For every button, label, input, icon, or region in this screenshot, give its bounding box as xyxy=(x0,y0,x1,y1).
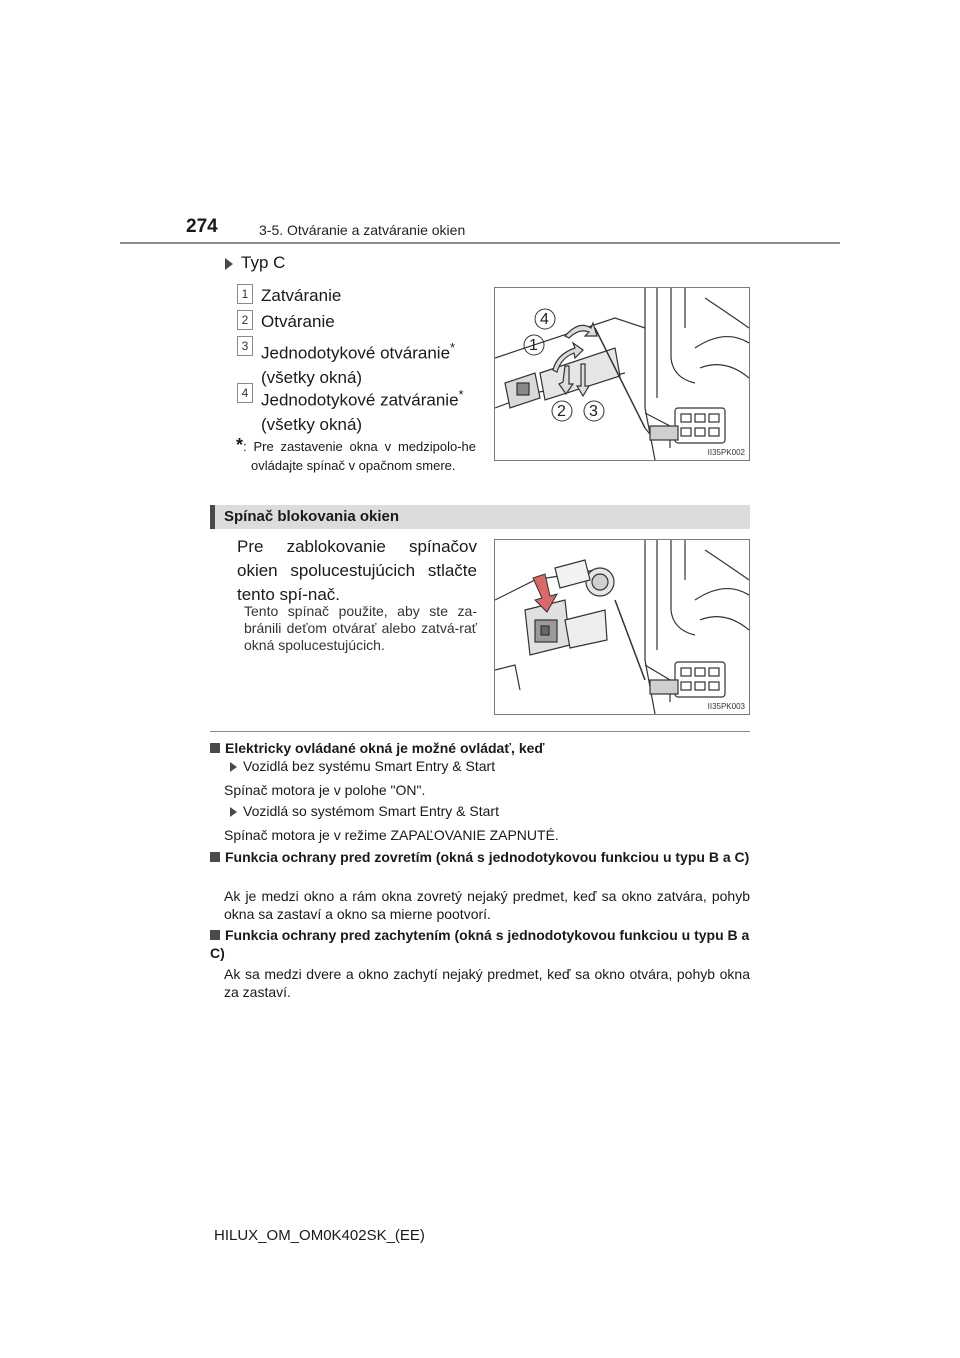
page-number: 274 xyxy=(186,216,218,237)
info-heading xyxy=(210,848,750,866)
square-bullet-icon xyxy=(210,852,220,862)
sub-item-label: Vozidlá so systémom Smart Entry & Start xyxy=(243,803,499,819)
band-accent xyxy=(210,505,215,529)
info-heading xyxy=(210,739,750,757)
sub-item-label: Vozidlá bez systému Smart Entry & Start xyxy=(243,758,496,774)
section-title: 3-5. Otváranie a zatváranie okien xyxy=(259,222,466,238)
sub-item-text: Spínač motora je v režime ZAPAĽOVANIE ZAPNUTÉ. xyxy=(224,827,559,843)
figure-code: II35PK003 xyxy=(707,702,745,711)
lock-switch-drawing xyxy=(495,540,749,714)
info-body: Ak sa medzi dvere a okno zachytí nejaký predmet, keď sa okno otvára, pohyb okna za zastaví. xyxy=(224,966,750,1000)
triangle-bullet-icon xyxy=(230,762,237,772)
item-text xyxy=(261,383,464,437)
item-label-secondary: (všetky okná) xyxy=(261,414,363,434)
type-label-text: Typ C xyxy=(241,253,286,272)
footnote-text: : Pre zastavenie okna v medzipolo-he ovládajte spínač v opačnom smere. xyxy=(243,439,476,473)
triangle-bullet-icon xyxy=(230,807,237,817)
footnote xyxy=(236,436,476,475)
square-bullet-icon xyxy=(210,930,220,940)
section-band xyxy=(210,505,750,529)
header-rule xyxy=(120,242,840,244)
callout-2: 2 xyxy=(557,403,566,420)
sub-item xyxy=(230,758,495,774)
lock-note: Tento spínač použite, aby ste za-bránili deťom otvárať alebo zatvá-rať okná spolucestujúcich. xyxy=(244,603,477,653)
section-divider xyxy=(210,731,750,732)
figure-code: II35PK002 xyxy=(707,448,745,457)
type-label xyxy=(225,253,285,273)
footer-code: HILUX_OM_OM0K402SK_(EE) xyxy=(214,1227,425,1244)
item-label: Jednodotykové zatváranie xyxy=(261,390,459,410)
window-switch-drawing xyxy=(495,288,749,460)
item-label: Zatváranie xyxy=(261,286,342,305)
sub-item xyxy=(230,803,499,819)
callout-1: 1 xyxy=(529,337,538,354)
number-box: 4 xyxy=(237,383,253,403)
item-label: Otváranie xyxy=(261,312,335,331)
info-heading xyxy=(210,926,750,962)
asterisk-mark: * xyxy=(450,340,456,355)
lock-switch-illustration xyxy=(494,539,750,715)
lock-body: Pre zablokovanie spínačov okien spolucestujúcich stlačte tento spí-nač. xyxy=(237,537,477,604)
info-heading-text: Funkcia ochrany pred zovretím (okná s jednodotykovou funkciou u typu B a C) xyxy=(225,849,750,865)
window-switch-illustration xyxy=(494,287,750,461)
number-box: 3 xyxy=(237,336,253,356)
info-heading-text: Funkcia ochrany pred zachytením (okná s jednodotykovou funkciou u typu B a C) xyxy=(210,927,750,961)
triangle-bullet-icon xyxy=(225,258,233,270)
info-body: Ak je medzi okno a rám okna zovretý nejaký predmet, keď sa okno zatvára, pohyb okna sa zastaví a okno sa mierne pootvorí. xyxy=(224,888,750,922)
item-text xyxy=(261,336,455,390)
number-box: 1 xyxy=(237,284,253,304)
item-label: Jednodotykové otváranie xyxy=(261,343,451,363)
callout-3: 3 xyxy=(589,403,598,420)
square-bullet-icon xyxy=(210,743,220,753)
sub-item-text: Spínač motora je v polohe "ON". xyxy=(224,782,426,798)
asterisk-mark: * xyxy=(458,387,464,402)
item-label-secondary: (všetky okná) xyxy=(261,367,363,387)
callout-4: 4 xyxy=(540,311,549,328)
section-band-title: Spínač blokovania okien xyxy=(224,508,400,525)
info-heading-text: Elektricky ovládané okná je možné ovládať, keď xyxy=(225,740,545,756)
number-box: 2 xyxy=(237,310,253,330)
footnote-star: * xyxy=(236,435,244,455)
